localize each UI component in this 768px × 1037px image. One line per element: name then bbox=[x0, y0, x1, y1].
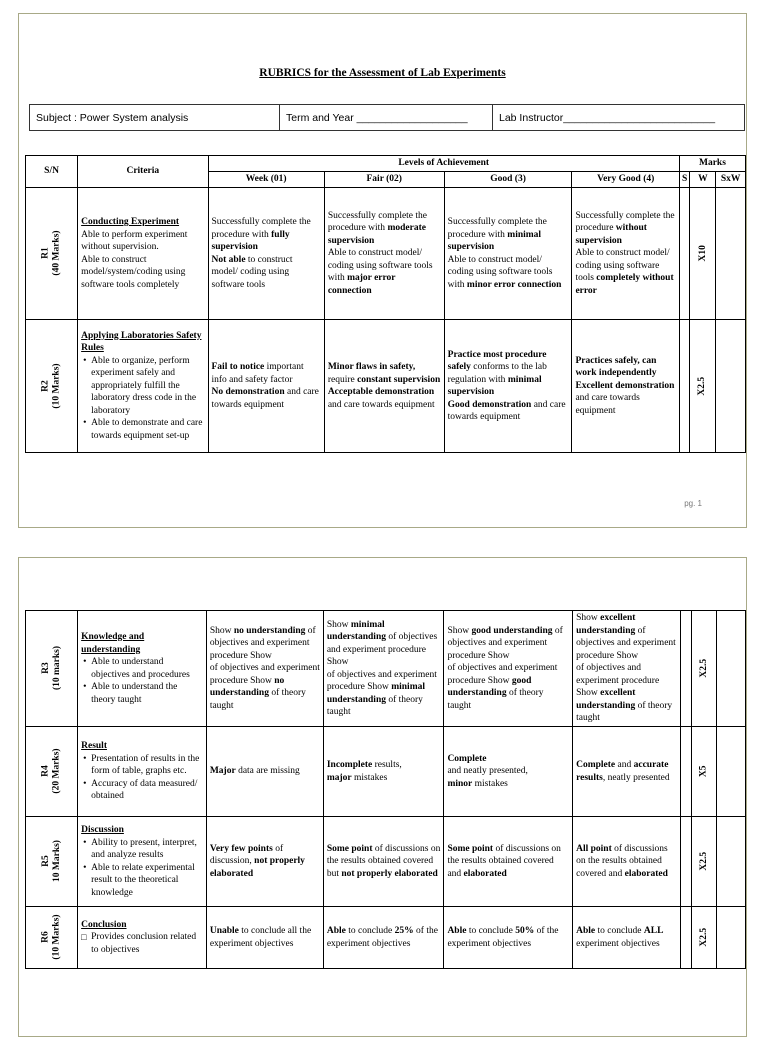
row-marks: 10 Marks) bbox=[51, 840, 62, 883]
emphasis-text: Excellent demonstration bbox=[575, 380, 675, 391]
weight-cell bbox=[691, 727, 717, 817]
level-text: of objectives and experiment procedure Show bbox=[326, 669, 437, 692]
emphasis-text: moderate supervision bbox=[327, 223, 426, 246]
emphasis-text: no understanding bbox=[209, 675, 285, 699]
emphasis-text: major bbox=[326, 772, 352, 783]
level-very-good-cell bbox=[573, 727, 681, 817]
row-id-cell bbox=[26, 611, 78, 727]
level-text: of objectives and experiment procedure Show bbox=[209, 663, 320, 686]
emphasis-text: fully supervision bbox=[211, 229, 290, 252]
emphasis-text: not properly elaborated bbox=[341, 868, 438, 879]
level-text: and care towards equipment bbox=[575, 393, 640, 416]
criteria-title: Applying Laboratories Safety Rules bbox=[81, 330, 202, 354]
level-good-cell bbox=[444, 727, 573, 817]
total-cell bbox=[716, 320, 746, 453]
emphasis-text: no understanding bbox=[233, 625, 306, 636]
emphasis-text: excellent understanding bbox=[576, 613, 636, 636]
header-fair: Fair (02) bbox=[324, 172, 444, 188]
emphasis-text: Complete bbox=[576, 760, 616, 770]
level-text: of objectives and experiment procedure Show bbox=[209, 625, 316, 661]
emphasis-text: accurate results bbox=[576, 760, 669, 783]
level-good-cell bbox=[444, 611, 573, 727]
emphasis-text: Major bbox=[209, 766, 236, 777]
criteria-description: Able to perform experiment without supervision. Able to construct model/system/coding using software tools completely bbox=[81, 229, 188, 290]
row-marks: (10 marks) bbox=[51, 646, 62, 691]
level-week-cell bbox=[206, 907, 323, 969]
criteria-cell bbox=[78, 320, 208, 453]
criteria-cell bbox=[78, 188, 208, 320]
emphasis-text: Complete bbox=[447, 753, 487, 764]
level-good-cell bbox=[444, 320, 572, 453]
header-marks: Marks bbox=[679, 156, 745, 172]
emphasis-text: without supervision bbox=[575, 223, 647, 246]
level-text: of discussions on the results obtained covered and bbox=[447, 843, 561, 879]
level-week-cell bbox=[206, 611, 323, 727]
level-text: of theory taught bbox=[326, 694, 423, 717]
emphasis-text: minimal supervision bbox=[447, 374, 542, 397]
rubric-row bbox=[26, 907, 746, 969]
level-text: of objectives and experiment procedure Show bbox=[447, 625, 563, 661]
criteria-cell bbox=[78, 817, 207, 907]
level-text: of the experiment objectives bbox=[447, 926, 559, 949]
level-fair-cell bbox=[323, 611, 444, 727]
header-sn: S/N bbox=[26, 156, 78, 188]
weight-cell bbox=[690, 320, 716, 453]
criteria-bullet: • Able to organize, perform experiment safely and appropriately fulfill the laboratory dress code in the laboratory bbox=[91, 355, 204, 418]
row-id-label bbox=[41, 749, 63, 794]
level-text: of discussions on the results obtained covered and bbox=[576, 843, 668, 879]
emphasis-text: Able bbox=[576, 926, 596, 936]
weight-label: X2.5 bbox=[698, 928, 709, 947]
total-cell bbox=[717, 907, 746, 969]
level-text: to conclude bbox=[595, 926, 644, 936]
level-text: of discussions on the results obtained covered but bbox=[326, 843, 441, 879]
weight-cell bbox=[690, 188, 716, 320]
emphasis-text: Very few points bbox=[209, 843, 273, 854]
emphasis-text: minor bbox=[447, 778, 473, 789]
level-week-cell bbox=[206, 727, 323, 817]
row-marks: (20 Marks) bbox=[51, 748, 62, 794]
score-cell bbox=[681, 727, 692, 817]
emphasis-text: Fail to notice bbox=[211, 362, 265, 372]
instructor-field: Lab Instructor__________________________ bbox=[499, 111, 716, 124]
level-text: Show bbox=[447, 625, 472, 636]
header-sxw: SxW bbox=[716, 172, 746, 188]
emphasis-text: Good demonstration bbox=[447, 399, 532, 410]
emphasis-text: Acceptable demonstration bbox=[327, 387, 435, 397]
score-cell bbox=[681, 817, 692, 907]
level-text: of objectives and experiment procedure Show bbox=[576, 625, 676, 661]
level-week-cell bbox=[208, 188, 324, 320]
level-text: and care towards equipment bbox=[211, 387, 319, 410]
level-text: Able to construct model/ coding using software tools with bbox=[327, 248, 433, 284]
emphasis-text: All point bbox=[576, 843, 612, 854]
criteria-cell bbox=[78, 907, 207, 969]
row-marks: (10 Marks) bbox=[51, 363, 62, 409]
level-fair-cell bbox=[324, 320, 444, 453]
page-2 bbox=[18, 557, 747, 1037]
emphasis-text: minimal understanding bbox=[326, 619, 386, 642]
level-fair-cell bbox=[323, 907, 444, 969]
weight-label: X2.5 bbox=[698, 659, 709, 678]
row-id-cell bbox=[26, 817, 78, 907]
level-week-cell bbox=[208, 320, 324, 453]
emphasis-text: completely without error bbox=[575, 273, 674, 296]
header-good: Good (3) bbox=[444, 172, 572, 188]
row-id-label bbox=[41, 840, 63, 882]
level-text: to construct model/ coding using software tools bbox=[211, 254, 293, 290]
emphasis-text: minimal supervision bbox=[447, 229, 542, 252]
criteria-bullet: • Able to relate experimental result to the theoretical knowledge bbox=[91, 862, 203, 900]
criteria-title: Discussion bbox=[81, 825, 124, 835]
emphasis-text: Practices safely, can work independently bbox=[575, 355, 657, 379]
score-cell bbox=[681, 907, 692, 969]
page-1 bbox=[18, 13, 747, 528]
emphasis-text: Some point bbox=[447, 843, 494, 854]
level-fair-cell bbox=[323, 817, 444, 907]
emphasis-text: minimal understanding bbox=[326, 682, 425, 705]
emphasis-text: Able bbox=[326, 926, 346, 936]
level-text: of objectives and experiment procedure Show bbox=[326, 632, 438, 667]
row-id: R6 bbox=[40, 931, 51, 944]
level-text: mistakes bbox=[351, 772, 388, 783]
weight-label: X2.5 bbox=[697, 376, 708, 396]
criteria-bullet: • Able to understand the theory taught bbox=[91, 681, 203, 706]
emphasis-text: Incomplete bbox=[326, 760, 373, 770]
rubric-row bbox=[26, 188, 746, 320]
level-text: important info and safety factor bbox=[211, 362, 304, 385]
criteria-bullets bbox=[81, 837, 203, 900]
row-id-label bbox=[41, 915, 63, 960]
criteria-bullet: • Presentation of results in the form of table, graphs etc. bbox=[91, 753, 203, 778]
emphasis-text: elaborated bbox=[463, 868, 507, 879]
subject-box bbox=[29, 104, 745, 131]
weight-cell bbox=[691, 907, 717, 969]
criteria-bullet: □ Provides conclusion related to objectives bbox=[91, 931, 203, 956]
row-id: R5 bbox=[40, 855, 51, 868]
weight-label: X2.5 bbox=[698, 852, 709, 871]
row-id: R4 bbox=[40, 765, 51, 778]
level-very-good-cell bbox=[573, 611, 681, 727]
header-levels: Levels of Achievement bbox=[208, 156, 679, 172]
rubric-table-1 bbox=[25, 155, 746, 453]
emphasis-text: good understanding bbox=[447, 675, 532, 699]
level-very-good-cell bbox=[573, 817, 681, 907]
level-text: to conclude bbox=[345, 926, 395, 936]
row-marks: (40 Marks) bbox=[51, 230, 62, 276]
level-text: experiment objectives bbox=[576, 938, 660, 949]
criteria-title: Conclusion bbox=[81, 919, 127, 930]
total-cell bbox=[717, 817, 746, 907]
criteria-bullet: • Able to demonstrate and care towards equipment set-up bbox=[91, 417, 204, 442]
level-text: Show bbox=[576, 613, 601, 624]
emphasis-text: Practice most procedure safely bbox=[447, 349, 547, 372]
rubric-row bbox=[26, 817, 746, 907]
level-text: of theory taught bbox=[576, 700, 673, 724]
emphasis-text: Minor flaws in safety, bbox=[327, 362, 416, 372]
level-text: Show bbox=[209, 625, 234, 636]
row-id: R2 bbox=[40, 379, 51, 392]
level-text: and bbox=[615, 760, 634, 770]
criteria-bullet: • Accuracy of data measured/ obtained bbox=[91, 778, 203, 803]
level-text: data are missing bbox=[235, 766, 300, 777]
emphasis-text: not properly elaborated bbox=[209, 856, 305, 879]
row-id-label bbox=[41, 231, 63, 276]
emphasis-text: 50% bbox=[515, 926, 535, 936]
level-very-good-cell bbox=[573, 907, 681, 969]
emphasis-text: elaborated bbox=[624, 868, 668, 879]
subject-field: Subject : Power System analysis bbox=[30, 105, 280, 130]
total-cell bbox=[717, 611, 746, 727]
header-s: S bbox=[679, 172, 690, 188]
header-very-good: Very Good (4) bbox=[572, 172, 679, 188]
level-text: mistakes bbox=[472, 778, 508, 789]
emphasis-text: No demonstration bbox=[211, 387, 285, 397]
row-id-cell bbox=[26, 188, 78, 320]
level-fair-cell bbox=[324, 188, 444, 320]
row-id-label bbox=[41, 646, 63, 690]
level-text: Successfully complete the procedure with bbox=[327, 210, 428, 234]
level-good-cell bbox=[444, 907, 573, 969]
rubric-row bbox=[26, 611, 746, 727]
level-text: Able to construct model/ coding using software tools bbox=[575, 248, 670, 284]
rubric-table-2 bbox=[25, 610, 746, 969]
criteria-bullets bbox=[81, 355, 204, 443]
emphasis-text: Not able bbox=[211, 254, 246, 265]
criteria-bullets bbox=[81, 656, 203, 706]
level-very-good-cell bbox=[572, 188, 679, 320]
level-text: and neatly presented, bbox=[447, 766, 528, 777]
total-cell bbox=[717, 727, 746, 817]
weight-cell bbox=[691, 817, 717, 907]
level-fair-cell bbox=[323, 727, 444, 817]
level-good-cell bbox=[444, 817, 573, 907]
criteria-bullet: • Able to understand objectives and procedures bbox=[91, 656, 203, 681]
weight-cell bbox=[691, 611, 717, 727]
score-cell bbox=[681, 611, 692, 727]
header-criteria: Criteria bbox=[78, 156, 208, 188]
emphasis-text: minor error connection bbox=[466, 279, 562, 290]
criteria-title: Knowledge and understanding bbox=[81, 632, 145, 655]
total-cell bbox=[716, 188, 746, 320]
level-text: Successfully complete the procedure bbox=[575, 210, 675, 234]
criteria-title: Conducting Experiment bbox=[81, 217, 180, 227]
criteria-cell bbox=[78, 727, 207, 817]
row-id: R1 bbox=[40, 247, 51, 260]
level-text: and care towards equipment bbox=[447, 399, 566, 422]
emphasis-text: ALL bbox=[643, 926, 664, 936]
row-id-label bbox=[41, 363, 63, 408]
criteria-bullet: • Ability to present, interpret, and analyze results bbox=[91, 837, 203, 862]
emphasis-text: major error connection bbox=[327, 273, 396, 296]
row-id-cell bbox=[26, 907, 78, 969]
emphasis-text: Unable bbox=[209, 926, 239, 936]
level-text: of objectives and experiment procedure Show bbox=[576, 663, 660, 699]
level-good-cell bbox=[444, 188, 572, 320]
page-number: pg. 1 bbox=[684, 499, 702, 508]
criteria-title: Result bbox=[81, 741, 107, 752]
score-cell bbox=[679, 188, 690, 320]
row-marks: (10 Marks) bbox=[51, 914, 62, 960]
weight-label: X10 bbox=[697, 245, 708, 262]
level-text: Able to construct model/ coding using software tools with bbox=[447, 254, 553, 290]
weight-label: X5 bbox=[698, 765, 709, 778]
level-week-cell bbox=[206, 817, 323, 907]
level-text: Show bbox=[326, 619, 351, 630]
emphasis-text: constant supervision bbox=[357, 374, 441, 385]
rubric-row bbox=[26, 320, 746, 453]
level-text: of objectives and experiment procedure Show bbox=[447, 663, 558, 686]
level-text: require bbox=[327, 374, 358, 385]
level-text: Successfully complete the procedure with bbox=[447, 217, 547, 240]
level-text: results, bbox=[372, 760, 402, 770]
level-text: of theory taught bbox=[447, 688, 544, 711]
header-w: W bbox=[690, 172, 716, 188]
row-id-cell bbox=[26, 320, 78, 453]
row-id-cell bbox=[26, 727, 78, 817]
level-text: conforms to the lab regulation with bbox=[447, 362, 547, 385]
criteria-cell bbox=[78, 611, 207, 727]
level-text: to conclude all the experiment objectives bbox=[209, 926, 312, 949]
level-text: Successfully complete the procedure with bbox=[211, 217, 311, 240]
level-text: , neatly presented bbox=[602, 772, 670, 783]
level-text: of discussion, bbox=[209, 843, 284, 867]
emphasis-text: Some point bbox=[326, 843, 373, 854]
level-text: of theory taught bbox=[209, 688, 306, 711]
term-field: Term and Year ___________________ bbox=[280, 105, 493, 130]
criteria-bullets bbox=[81, 931, 203, 956]
level-text: and care towards equipment bbox=[327, 399, 435, 410]
emphasis-text: good understanding bbox=[471, 625, 553, 636]
document-title: RUBRICS for the Assessment of Lab Experiments bbox=[259, 67, 506, 79]
row-id: R3 bbox=[40, 662, 51, 675]
level-text: to conclude bbox=[466, 926, 516, 936]
level-text: of the experiment objectives bbox=[326, 926, 438, 949]
emphasis-text: excellent understanding bbox=[576, 688, 636, 711]
header-week: Week (01) bbox=[208, 172, 324, 188]
score-cell bbox=[679, 320, 690, 453]
level-very-good-cell bbox=[572, 320, 679, 453]
criteria-bullets bbox=[81, 753, 203, 803]
rubric-row bbox=[26, 727, 746, 817]
emphasis-text: 25% bbox=[394, 926, 414, 936]
emphasis-text: Able bbox=[447, 926, 467, 936]
